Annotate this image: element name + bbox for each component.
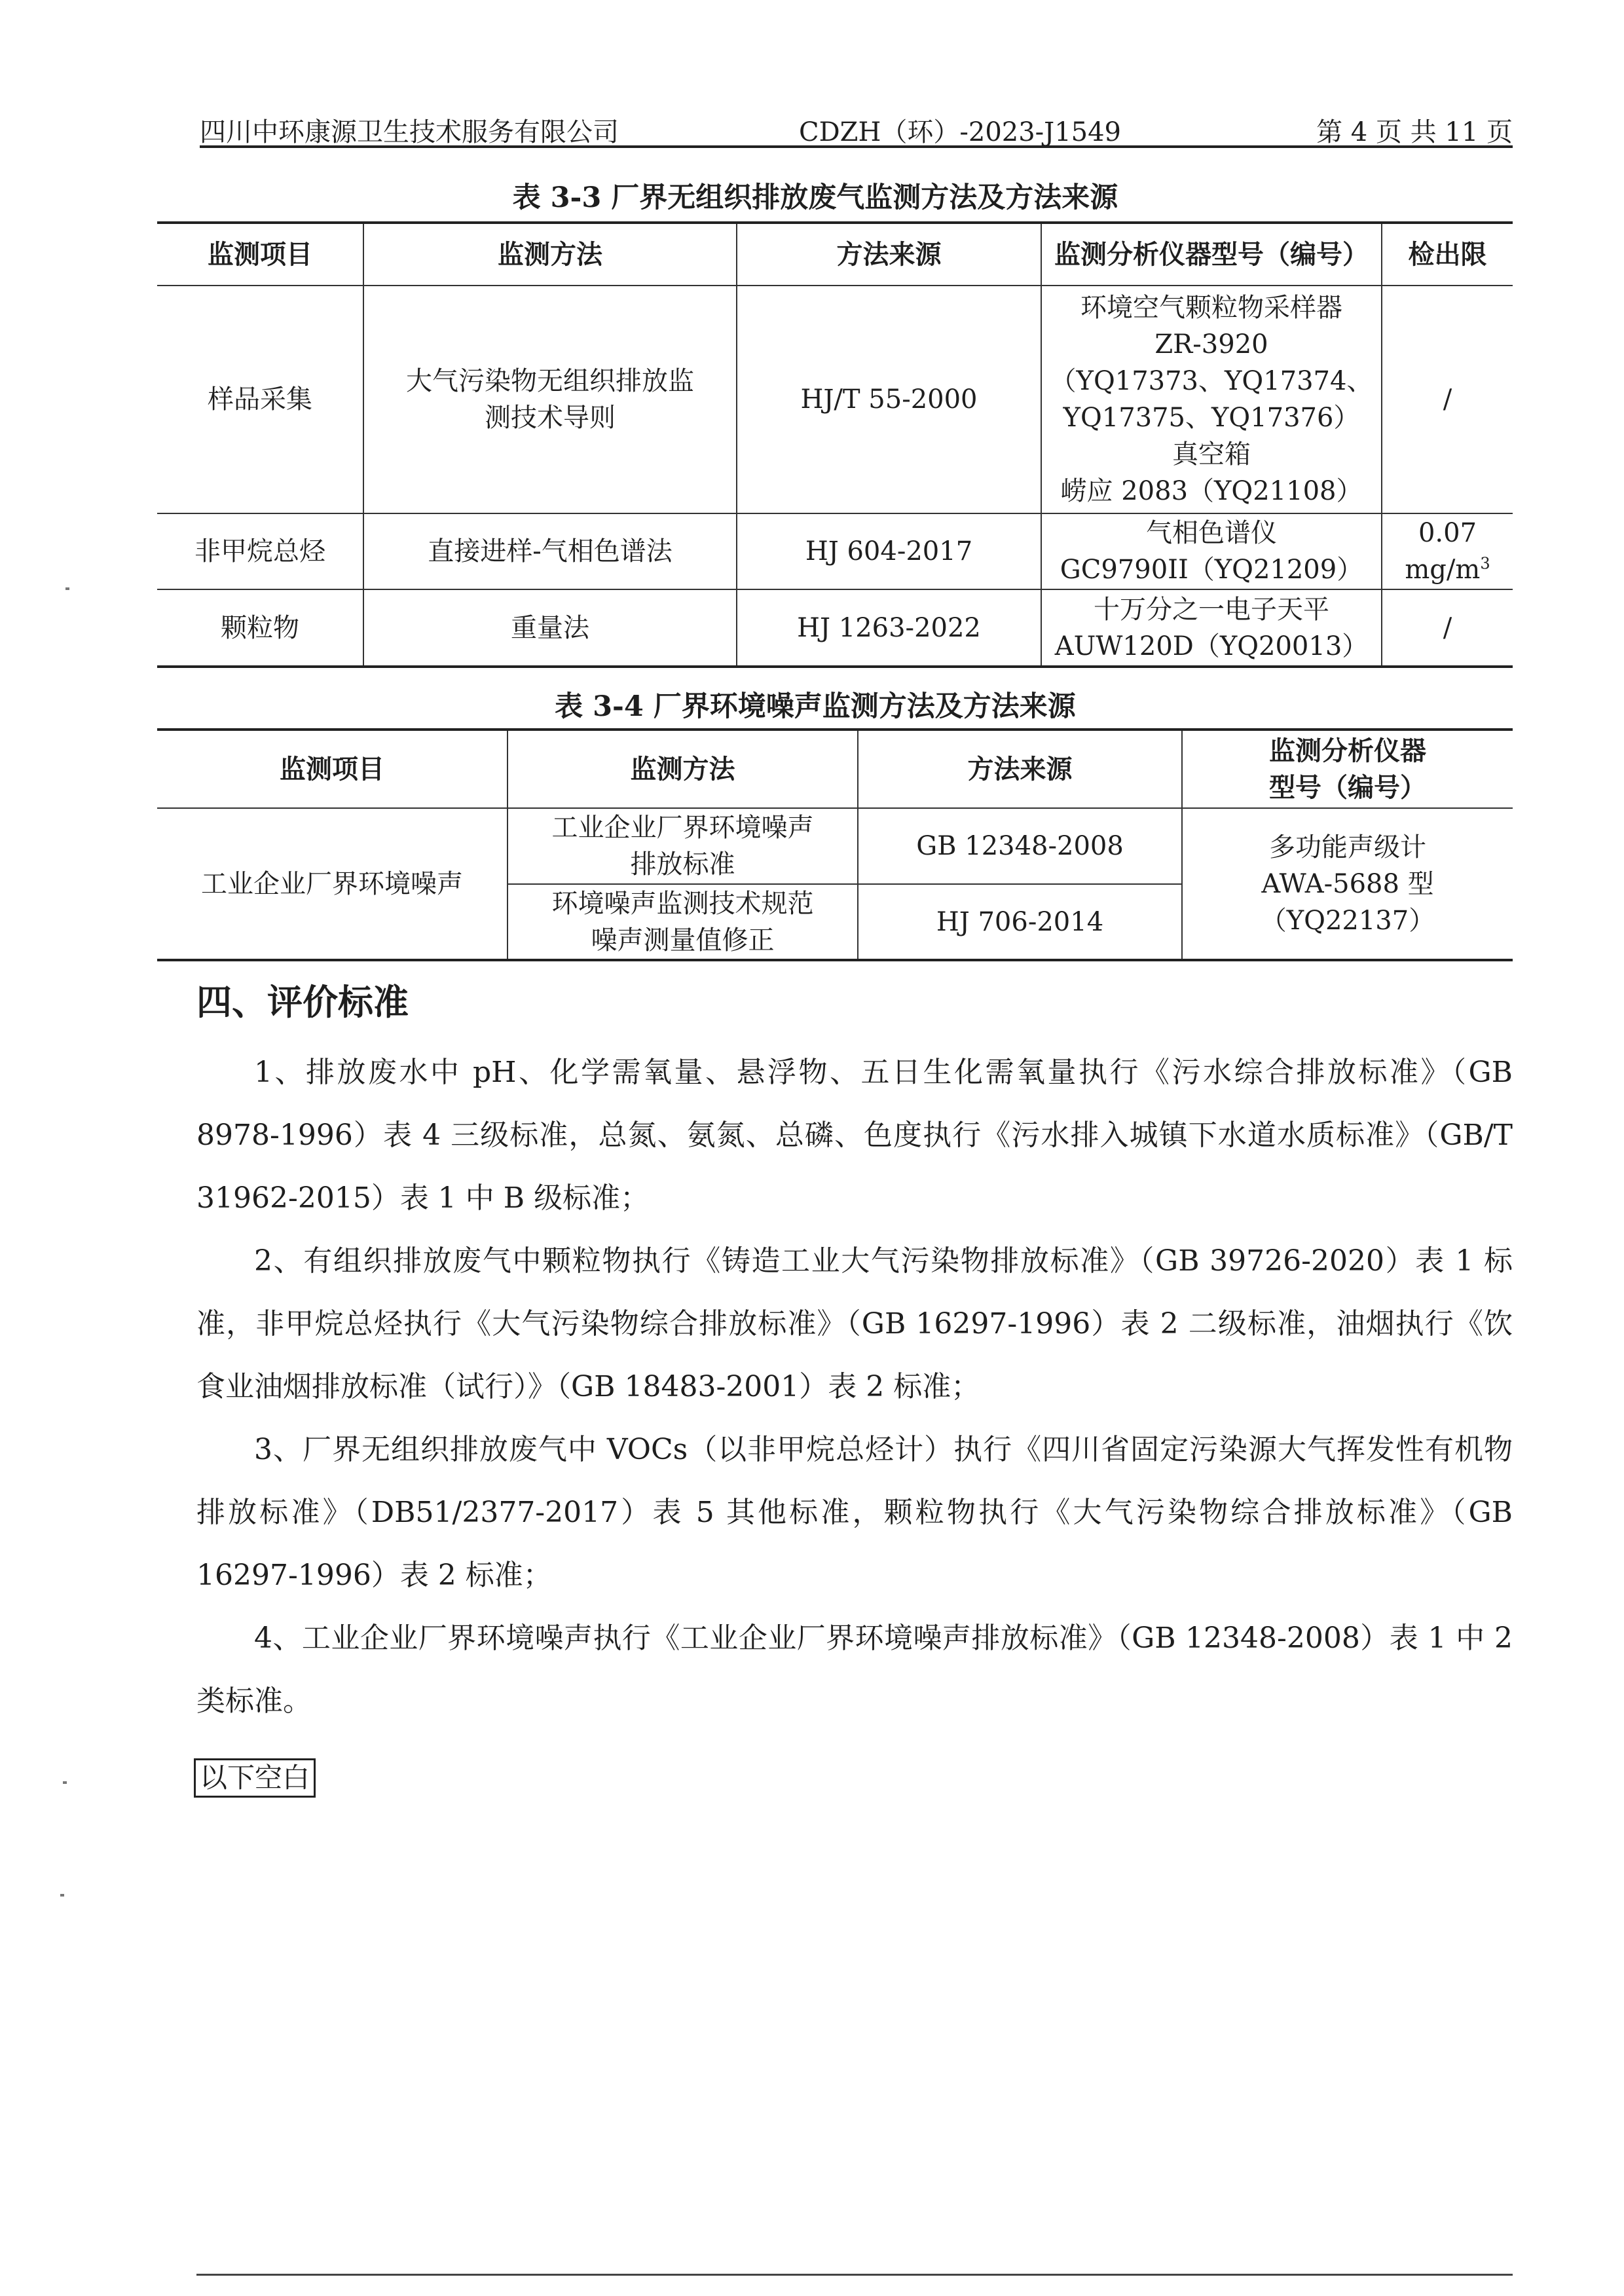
paragraph-2: 2、有组织排放废气中颗粒物执行《铸造工业大气污染物排放标准》（GB 39726-2020）表 1 标准，非甲烷总烃执行《大气污染物综合排放标准》（GB 16297-1996）表 2 二级标准，油烟执行《饮食业油烟排放标准（试行）》（GB 18483-2001）表 2 标准； (196, 1244, 1513, 1403)
header-cell: 监测方法 (507, 730, 858, 808)
instrument-line: AWA-5688 型（YQ22137） (1260, 868, 1435, 936)
table-row (157, 286, 1513, 513)
instrument-line: 气相色谱仪 (1146, 518, 1277, 548)
table-3-3-caption: 表 3-3 厂界无组织排放废气监测方法及方法来源 (512, 181, 1118, 214)
source-cell: HJ 706-2014 (858, 884, 1182, 960)
page-header (200, 109, 1513, 148)
limit-cell: / (1382, 286, 1513, 513)
method-cell (363, 286, 737, 513)
table-3-3 (157, 221, 1513, 668)
header-cell: 方法来源 (737, 223, 1041, 286)
header-line: 监测分析仪器 (1269, 735, 1426, 766)
item-cell: 样品采集 (157, 286, 363, 513)
instrument-line: （YQ17373、YQ17374、 (1050, 366, 1373, 396)
method-cell (507, 884, 858, 960)
table-header-row (157, 730, 1513, 808)
method-cell: 重量法 (363, 589, 737, 667)
header-cell: 检出限 (1382, 223, 1513, 286)
header-org: 四川中环康源卫生技术服务有限公司 (200, 117, 619, 147)
instrument-line: YQ17375、YQ17376） (1063, 403, 1360, 433)
paragraph-4: 4、工业企业厂界环境噪声执行《工业企业厂界环境噪声排放标准》（GB 12348-2008）表 1 中 2 类标准。 (196, 1621, 1513, 1718)
header-cell: 监测项目 (157, 223, 363, 286)
table-header-row (157, 223, 1513, 286)
method-cell: 直接进样-气相色谱法 (363, 513, 737, 589)
item-cell: 颗粒物 (157, 589, 363, 667)
limit-unit-exponent: 3 (1480, 554, 1490, 573)
table-3-4 (157, 728, 1513, 961)
instrument-line: 十万分之一电子天平 (1094, 594, 1329, 625)
header-cell: 方法来源 (858, 730, 1182, 808)
table-3-4-caption: 表 3-4 厂界环境噪声监测方法及方法来源 (555, 690, 1076, 723)
table-row (157, 513, 1513, 589)
header-report-code: CDZH（环）-2023-J1549 (799, 117, 1122, 147)
limit-cell: / (1382, 589, 1513, 667)
source-cell: GB 12348-2008 (858, 808, 1182, 884)
limit-unit-text: mg/m (1405, 555, 1481, 585)
instrument-line: 多功能声级计 (1269, 832, 1426, 862)
item-cell: 非甲烷总烃 (157, 513, 363, 589)
instrument-cell (1182, 808, 1513, 960)
method-line: 环境噪声监测技术规范 (551, 888, 814, 919)
instrument-line: 崂应 2083（YQ21108） (1060, 476, 1363, 506)
limit-unit (1386, 551, 1509, 588)
method-line: 测技术导则 (485, 403, 616, 433)
source-cell: HJ/T 55-2000 (737, 286, 1041, 513)
limit-cell (1382, 513, 1513, 589)
header-cell: 监测分析仪器型号（编号） (1041, 223, 1382, 286)
footer-rule (196, 2274, 1513, 2276)
header-cell: 监测项目 (157, 730, 507, 808)
instrument-line: ZR-3920 (1154, 329, 1268, 360)
limit-value: 0.07 (1418, 518, 1477, 548)
item-cell: 工业企业厂界环境噪声 (157, 808, 507, 960)
method-line: 大气污染物无组织排放监 (406, 366, 694, 396)
source-cell: HJ 1263-2022 (737, 589, 1041, 667)
section-title: 四、评价标准 (196, 982, 409, 1023)
header-page-number: 第 4 页 共 11 页 (1316, 117, 1513, 147)
instrument-line: 真空箱 (1172, 439, 1251, 470)
paragraph-3: 3、厂界无组织排放废气中 VOCs（以非甲烷总烃计）执行《四川省固定污染源大气挥发性有机物排放标准》（DB51/2377-2017）表 5 其他标准，颗粒物执行《大气污染物综合排放标准》（GB 16297-1996）表 2 标准； (196, 1433, 1513, 1592)
header-line: 型号（编号） (1269, 771, 1426, 803)
method-line: 噪声测量值修正 (591, 925, 775, 955)
instrument-cell (1041, 589, 1382, 667)
instrument-cell (1041, 513, 1382, 589)
instrument-line: 环境空气颗粒物采样器 (1080, 293, 1342, 323)
instrument-line: AUW120D（YQ20013） (1054, 631, 1369, 661)
instrument-cell (1041, 286, 1382, 513)
instrument-line: GC9790II（YQ21209） (1060, 555, 1363, 585)
blank-below-stamp: 以下空白 (194, 1758, 316, 1798)
method-cell (507, 808, 858, 884)
scan-speck (63, 1781, 67, 1784)
source-cell: HJ 604-2017 (737, 513, 1041, 589)
scan-speck (60, 1894, 64, 1897)
paragraph-1: 1、排放废水中 pH、化学需氧量、悬浮物、五日生化需氧量执行《污水综合排放标准》（GB 8978-1996）表 4 三级标准，总氮、氨氮、总磷、色度执行《污水排入城镇下水道水质标准》（GB/T 31962-2015）表 1 中 B 级标准； (196, 1056, 1513, 1215)
header-cell: 监测方法 (363, 223, 737, 286)
method-line: 工业企业厂界环境噪声 (551, 813, 814, 843)
table-row (157, 808, 1513, 884)
scan-speck (65, 587, 69, 590)
method-line: 排放标准 (630, 849, 735, 880)
table-row (157, 589, 1513, 667)
header-cell (1182, 730, 1513, 808)
